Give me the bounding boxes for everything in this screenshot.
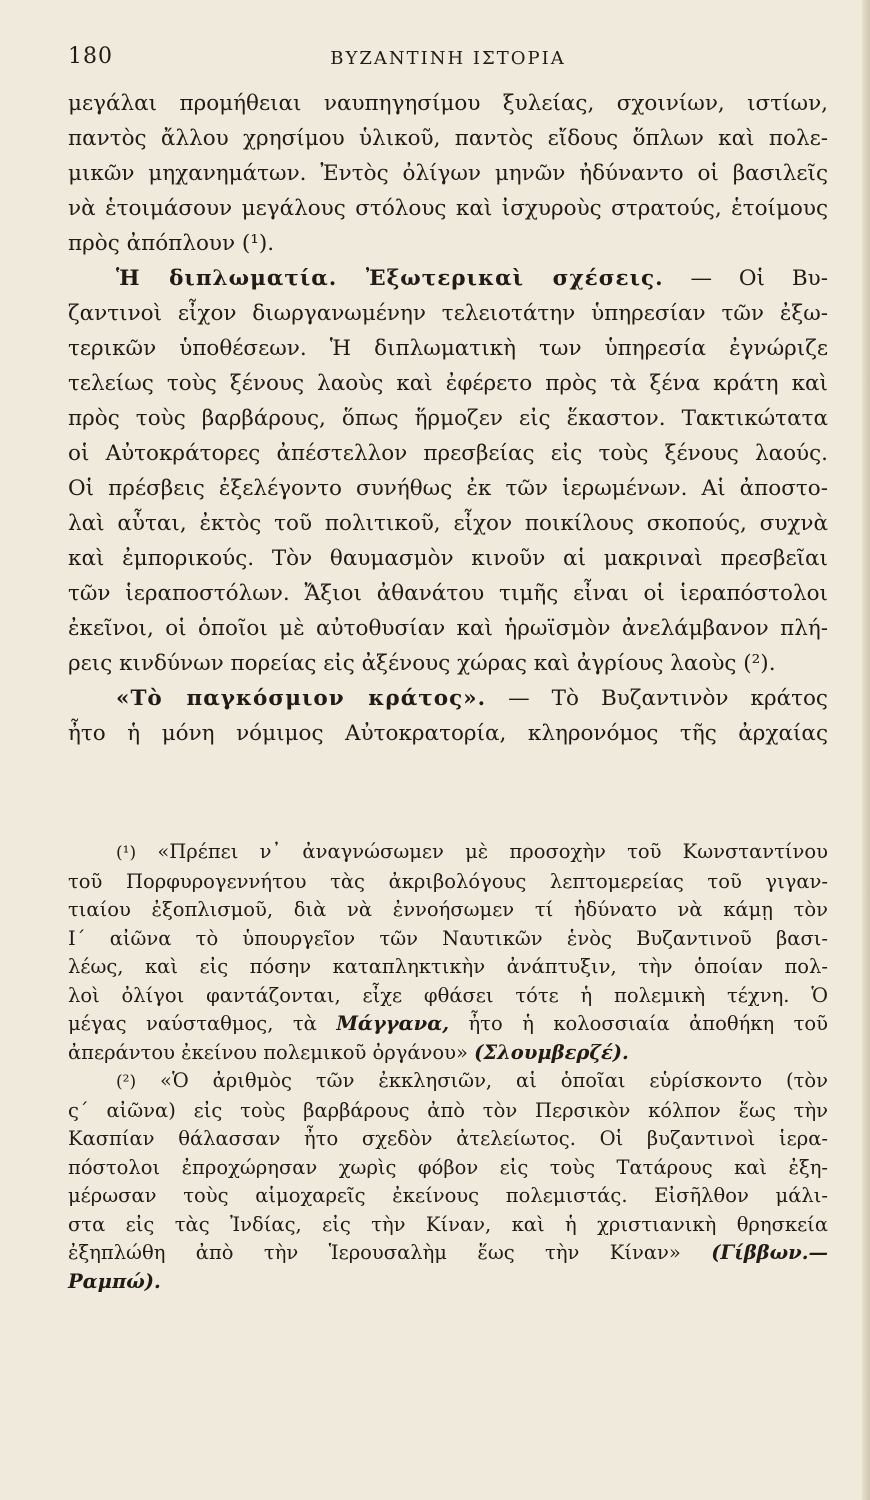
- page-header: [68, 44, 828, 80]
- text-fragment: ἦτο ἡ κολοσσιαία ἀποθήκη τοῦ: [449, 1012, 828, 1035]
- running-title: ΒΥΖΑΝΤΙΝΗ ΙΣΤΟΡΙΑ: [330, 48, 566, 69]
- text-fragment: μέγας ναύσταθμος, τὰ: [68, 1012, 337, 1035]
- section-heading-diplomacy: Ἡ διπλωματία. Ἐξωτερικαὶ σχέσεις.: [116, 266, 664, 291]
- footnotes: [68, 838, 828, 1296]
- place-name-mangana: Μάγγανα,: [336, 1012, 450, 1035]
- footnote-line: [68, 1039, 828, 1068]
- text-line: οἱ Αὐτοκράτορες ἀπέστελλον πρεσβείας εἰς τοὺς ξένους λαούς.: [68, 441, 828, 466]
- text-line: παντὸς ἄλλου χρησίμου ὑλικοῦ, παντὸς εἴδους ὅπλων καὶ πολε-: [68, 126, 828, 151]
- text-line: τελείως τοὺς ξένους λαοὺς καὶ ἐφέρετο πρὸς τὰ ξένα κράτη καὶ: [68, 371, 828, 396]
- footnote-line: τιαίου ἐξοπλισμοῦ, διὰ νὰ ἐννοήσωμεν τί ἠδύνατο νὰ κάμῃ τὸν: [68, 898, 828, 921]
- text-line: πρὸς τοὺς βαρβάρους, ὅπως ἥρμοζεν εἰς ἕκαστον. Τακτικώτατα: [68, 406, 828, 431]
- footnote-line: Ι΄ αἰῶνα τὸ ὑπουργεῖον τῶν Ναυτικῶν ἑνὸς Βυζαντινοῦ βασι-: [68, 926, 828, 950]
- text-line: Οἱ πρέσβεις ἐξελέγοντο συνήθως ἐκ τῶν ἱερωμένων. Αἱ ἀποστο-: [68, 476, 828, 501]
- text-fragment: — Οἱ Βυ-: [690, 266, 828, 291]
- text-line: λαὶ αὗται, ἐκτὸς τοῦ πολιτικοῦ, εἶχον ποικίλους σκοπούς, συχνὰ: [68, 511, 828, 536]
- footnote-1-marker: (¹): [116, 843, 137, 863]
- page-number: 180: [68, 44, 113, 69]
- text-fragment: — Τὸ Βυζαντινὸν κράτος: [508, 686, 828, 711]
- text-line: πρὸς ἀπόπλουν (¹).: [68, 231, 275, 256]
- section-heading-line: [68, 681, 828, 716]
- footnote-line: λοὶ ὀλίγοι φαντάζονται, εἶχε φθάσει τότε ἡ πολεμικὴ τέχνη. Ὁ: [68, 983, 828, 1007]
- footnote-2-marker: (²): [116, 1072, 137, 1092]
- footnote-1-first-line: [68, 838, 828, 868]
- text-fragment: ἐξηπλώθη ἀπὸ τὴν Ἱερουσαλὴμ ἕως τὴν Κίναν»: [68, 1241, 712, 1264]
- text-line: ἐκεῖνοι, οἱ ὁποῖοι μὲ αὐτοθυσίαν καὶ ἡρωϊσμὸν ἀνελάμβανον πλή-: [68, 616, 828, 641]
- footnote-line: πόστολοι ἐπροχώρησαν χωρὶς φόβον εἰς τοὺς Τατάρους καὶ ἐξη-: [68, 1155, 828, 1179]
- text-line: καὶ ἐμπορικούς. Τὸν θαυμασμὸν κινοῦν αἱ μακριναὶ πρεσβεῖαι: [68, 546, 828, 571]
- footnote-line: στα εἰς τὰς Ἰνδίας, εἰς τὴν Κίναν, καὶ ἡ χριστιανικὴ θρησκεία: [68, 1212, 828, 1236]
- page-edge: [862, 0, 870, 1500]
- footnote-2-first-line: [68, 1067, 828, 1097]
- text-line: μεγάλαι προμήθειαι ναυπηγησίμου ξυλείας, σχοινίων, ιστίων,: [68, 91, 828, 116]
- text-fragment: ἀπεράντου ἐκείνου πολεμικοῦ ὀργάνου»: [68, 1040, 475, 1064]
- text-fragment: «Ὁ ἀριθμὸς τῶν ἐκκλησιῶν, αἱ ὁποῖαι εὑρίσκοντο (τὸν: [160, 1069, 829, 1092]
- footnote-line: τοῦ Πορφυρογεννήτου τὰς ἀκριβολόγους λεπτομερείας τοῦ γιγαν-: [68, 869, 828, 893]
- citation-schlumberger: (Σλουμβερζέ).: [474, 1040, 629, 1064]
- footnote-line: Κασπίαν θάλασσαν ἦτο σχεδὸν ἀτελείωτος. Οἱ βυζαντινοὶ ἱερα-: [68, 1127, 828, 1150]
- footnote-line: ς΄ αἰῶνα) εἰς τοὺς βαρβάρους ἀπὸ τὸν Περσικὸν κόλπον ἕως τὴν: [68, 1098, 828, 1122]
- main-text: [68, 86, 828, 751]
- text-line: νὰ ἑτοιμάσουν μεγάλους στόλους καὶ ἰσχυροὺς στρατούς, ἑτοίμους: [68, 196, 828, 221]
- section-heading-line: [68, 261, 828, 296]
- text-line: ἦτο ἡ μόνη νόμιμος Αὐτοκρατορία, κληρονόμος τῆς ἀρχαίας: [68, 721, 828, 746]
- text-line: ρεις κινδύνων πορείας εἰς ἀξένους χώρας καὶ ἀγρίους λαοὺς (²).: [68, 651, 776, 676]
- footnote-line: λέως, καὶ εἰς πόσην καταπληκτικὴν ἀνάπτυξιν, τὴν ὁποίαν πολ-: [68, 955, 828, 978]
- citation-rambaud: Ραμπώ).: [68, 1269, 161, 1293]
- text-line: ζαντινοὶ εἶχον διωργανωμένην τελειοτάτην ὑπηρεσίαν τῶν ἐξω-: [68, 301, 828, 326]
- text-line: τῶν ἱεραποστόλων. Ἄξιοι ἀθανάτου τιμῆς εἶναι οἱ ἱεραπόστολοι: [68, 581, 828, 606]
- footnote-line: [68, 1268, 828, 1297]
- footnote-line: μέρωσαν τοὺς αἱμοχαρεῖς ἐκείνους πολεμιστάς. Εἰσῆλθον μάλι-: [68, 1184, 828, 1207]
- citation-gibbon: (Γίββων.—: [711, 1241, 828, 1264]
- text-line: τερικῶν ὑποθέσεων. Ἡ διπλωματικὴ των ὑπηρεσία ἐγνώριζε: [68, 336, 828, 361]
- text-fragment: «Πρέπει ν᾽ ἀναγνώσωμεν μὲ προσοχὴν τοῦ Κωνσταντίνου: [157, 840, 828, 863]
- footnote-line: [68, 1239, 828, 1268]
- footnote-line: [68, 1010, 828, 1039]
- section-heading-world-empire: «Τὸ παγκόσμιον κράτος».: [116, 686, 487, 711]
- text-line: μικῶν μηχανημάτων. Ἐντὸς ὀλίγων μηνῶν ἠδύναντο οἱ βασιλεῖς: [68, 161, 828, 186]
